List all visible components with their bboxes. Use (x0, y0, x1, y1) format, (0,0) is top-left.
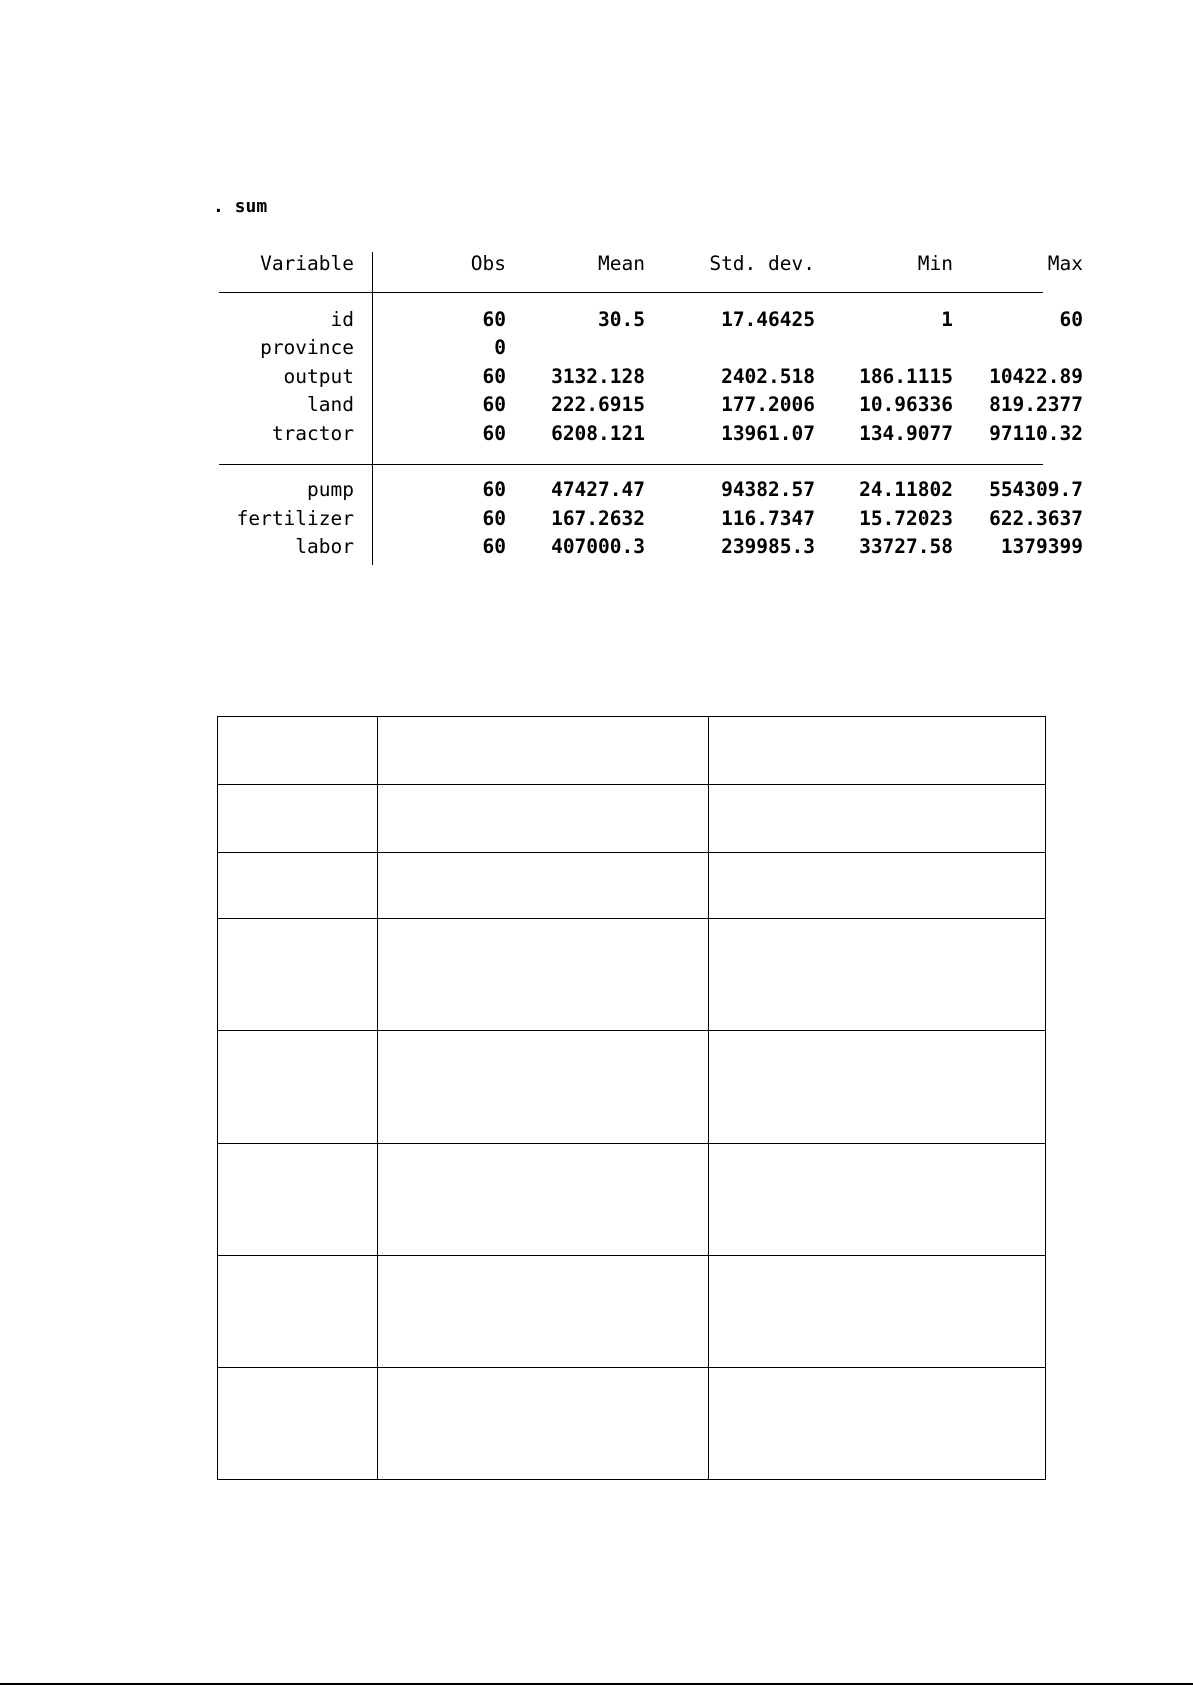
table-cell (218, 717, 378, 785)
table-cell (378, 1368, 709, 1480)
table-cell (709, 785, 1046, 853)
mean-value: 47427.47 (551, 478, 645, 501)
sd-value: 94382.57 (721, 478, 815, 501)
table-cell (709, 1368, 1046, 1480)
header-mean: Mean (598, 252, 645, 275)
table-row (218, 1031, 1046, 1144)
table-cell (218, 1031, 378, 1144)
table-cell (218, 1368, 378, 1480)
table-row (219, 306, 1083, 335)
header-std-dev: Std. dev. (709, 252, 815, 275)
mean-value: 222.6915 (551, 393, 645, 416)
obs-value: 0 (494, 336, 506, 359)
table-cell (378, 1144, 709, 1256)
table-cell (218, 853, 378, 919)
sd-value: 17.46425 (721, 307, 815, 331)
min-value: 24.11802 (859, 478, 953, 501)
variable-name: fertilizer (236, 506, 354, 530)
obs-value: 60 (482, 393, 506, 416)
table-row (218, 1256, 1046, 1368)
obs-value: 60 (482, 535, 506, 558)
variable-name: province (260, 336, 354, 359)
table-row (219, 391, 1083, 420)
max-value: 97110.32 (989, 421, 1083, 445)
table-cell (218, 919, 378, 1031)
stata-header-row (219, 250, 1083, 279)
mean-value: 30.5 (598, 307, 645, 331)
table-cell (218, 1144, 378, 1256)
variable-name: id (330, 307, 354, 331)
table-cell (378, 785, 709, 853)
max-value: 60 (1059, 307, 1083, 331)
table-row (218, 717, 1046, 785)
min-value: 1 (941, 307, 953, 331)
max-value: 10422.89 (989, 364, 1083, 388)
min-value: 10.96336 (859, 393, 953, 416)
table-cell (378, 1031, 709, 1144)
table-cell (218, 1256, 378, 1368)
min-value: 134.9077 (859, 421, 953, 445)
table-row (218, 1368, 1046, 1480)
table-cell (709, 717, 1046, 785)
max-value: 622.3637 (989, 506, 1083, 530)
blank-grid-table (217, 716, 1046, 1480)
table-row (219, 363, 1083, 392)
table-row (219, 533, 1083, 562)
table-cell (378, 717, 709, 785)
min-value: 15.72023 (859, 506, 953, 530)
max-value: 1379399 (1000, 535, 1083, 558)
header-min: Min (917, 252, 953, 275)
stata-command: . sum (213, 196, 268, 217)
obs-value: 60 (482, 478, 506, 501)
header-obs: Obs (470, 252, 506, 275)
table-cell (709, 1144, 1046, 1256)
table-row (218, 785, 1046, 853)
table-cell (378, 853, 709, 919)
obs-value: 60 (482, 421, 506, 445)
max-value: 554309.7 (989, 478, 1083, 501)
sd-value: 177.2006 (721, 393, 815, 416)
table-row (218, 919, 1046, 1031)
table-row (219, 505, 1083, 534)
table-row (219, 420, 1083, 449)
sd-value: 13961.07 (721, 421, 815, 445)
variable-name: output (283, 364, 354, 388)
table-cell (709, 1031, 1046, 1144)
variable-name: labor (295, 535, 354, 558)
mean-value: 167.2632 (551, 506, 645, 530)
variable-name: tractor (271, 421, 354, 445)
obs-value: 60 (482, 364, 506, 388)
header-variable: Variable (260, 252, 354, 275)
table-cell (709, 1256, 1046, 1368)
table-row (219, 334, 1043, 363)
min-value: 186.1115 (859, 364, 953, 388)
sd-value: 2402.518 (721, 364, 815, 388)
table-cell (709, 853, 1046, 919)
table-row (218, 853, 1046, 919)
stata-summary-table (219, 250, 1083, 562)
sd-value: 239985.3 (721, 535, 815, 558)
variable-name: pump (307, 478, 354, 501)
min-value: 33727.58 (859, 535, 953, 558)
mean-value: 3132.128 (551, 364, 645, 388)
max-value: 819.2377 (989, 393, 1083, 416)
header-max: Max (1047, 252, 1083, 275)
sd-value: 116.7347 (721, 506, 815, 530)
mean-value: 6208.121 (551, 421, 645, 445)
table-row (218, 1144, 1046, 1256)
obs-value: 60 (482, 506, 506, 530)
table-cell (709, 919, 1046, 1031)
table-cell (378, 919, 709, 1031)
table-row (219, 476, 1083, 505)
table-cell (378, 1256, 709, 1368)
variable-name: land (307, 393, 354, 416)
table-cell (218, 785, 378, 853)
mean-value: 407000.3 (551, 535, 645, 558)
obs-value: 60 (482, 307, 506, 331)
